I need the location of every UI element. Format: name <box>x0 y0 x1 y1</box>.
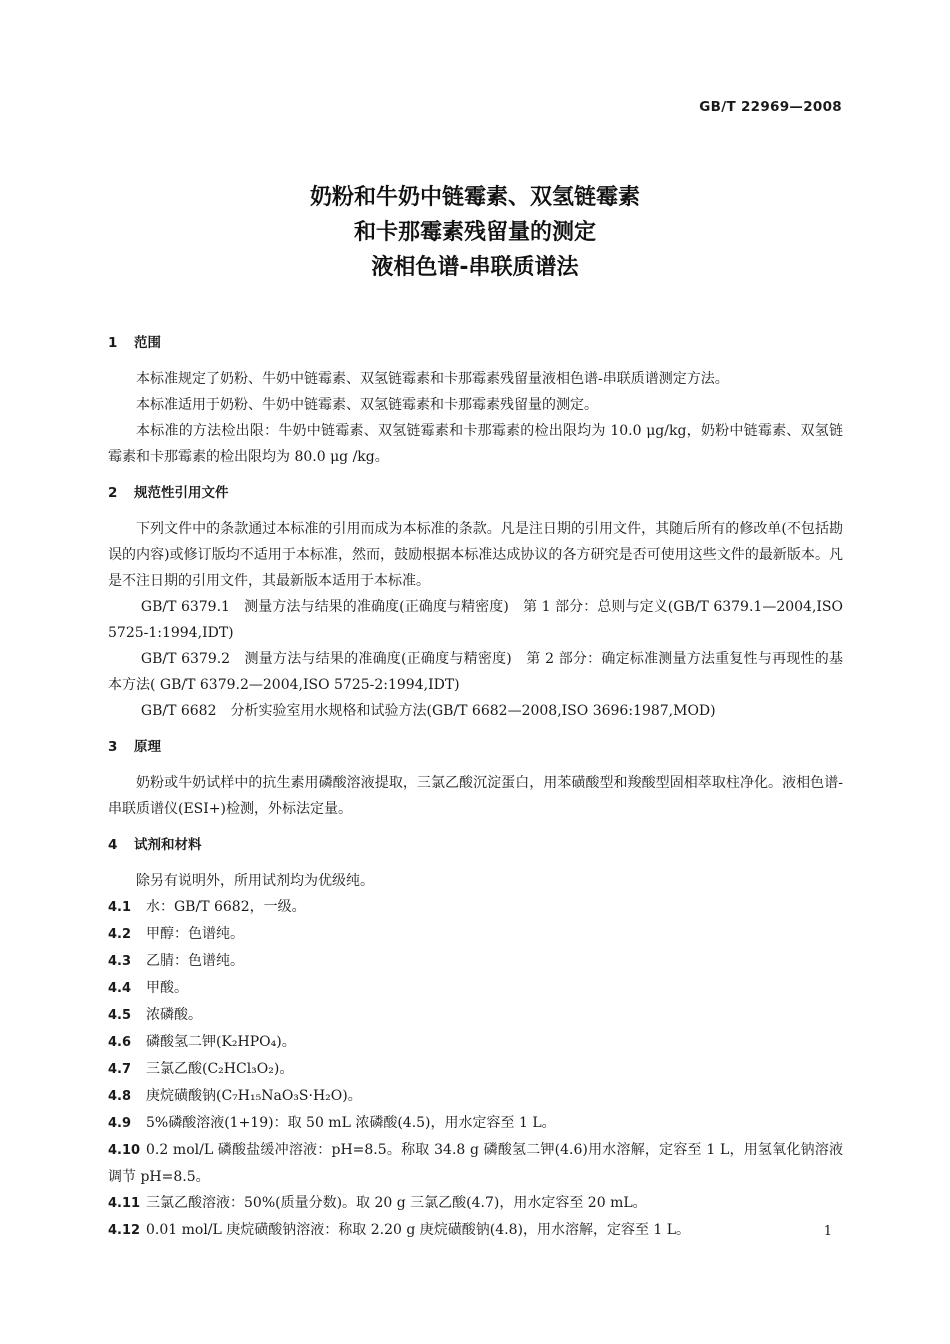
section-1-heading <box>108 330 843 356</box>
list-item: 4.9 5%磷酸溶液(1+19)：取 50 mL 浓磷酸(4.5)，用水定容至 1 L。 <box>108 1115 556 1131</box>
list-item: 4.11 三氯乙酸溶液：50%(质量分数)。取 20 g 三氯乙酸(4.7)，用水定容至 20 mL。 <box>108 1195 647 1211</box>
list-item: 4.7 三氯乙酸(C₂HCl₃O₂)。 <box>108 1061 294 1077</box>
reference-gbt-6379-2: GB/T 6379.2 测量方法与结果的准确度(正确度与精密度) 第 2 部分：确定标准测量方法重复性与再现性的基本方法( GB/T 6379.2—2004,ISO 5725-2:1994,IDT) <box>108 651 843 693</box>
title-line-1: 奶粉和牛奶中链霉素、双氢链霉素 <box>309 185 640 210</box>
scope-paragraph-1: 本标准规定了奶粉、牛奶中链霉素、双氢链霉素和卡那霉素残留量液相色谱-串联质谱测定方法。 <box>136 371 729 387</box>
standard-number: GB/T 22969—2008 <box>699 99 842 115</box>
page-number: 1 <box>823 1224 832 1239</box>
reagents-intro: 除另有说明外，所用试剂均为优级纯。 <box>136 873 374 889</box>
reference-gbt-6682: GB/T 6682 分析实验室用水规格和试验方法(GB/T 6682—2008,ISO 3696:1987,MOD) <box>140 703 716 719</box>
reference-gbt-6379-1: GB/T 6379.1 测量方法与结果的准确度(正确度与精密度) 第 1 部分：总则与定义(GB/T 6379.1—2004,ISO 5725-1:1994,IDT) <box>108 599 843 641</box>
section-number: 3 <box>108 739 118 755</box>
section-title: 试剂和材料 <box>134 837 202 853</box>
list-item: 4.8 庚烷磺酸钠(C₇H₁₅NaO₃S·H₂O)。 <box>108 1088 362 1104</box>
section-title: 范围 <box>134 335 161 351</box>
list-item: 4.4 甲酸。 <box>108 980 188 996</box>
list-item: 4.10 0.2 mol/L 磷酸盐缓冲溶液：pH=8.5。称取 34.8 g 磷酸氢二钾(4.6)用水溶解，定容至 1 L，用氢氧化钠溶液调节 pH=8.5。 <box>108 1142 843 1185</box>
document-title <box>0 180 950 285</box>
title-line-3: 液相色谱-串联质谱法 <box>371 255 579 280</box>
list-item: 4.1 水：GB/T 6682，一级。 <box>108 899 306 915</box>
document-body <box>108 330 843 1244</box>
list-item: 4.6 磷酸氢二钾(K₂HPO₄)。 <box>108 1034 296 1050</box>
section-title: 规范性引用文件 <box>134 485 229 501</box>
section-title: 原理 <box>134 739 161 755</box>
section-number: 1 <box>108 335 118 351</box>
scope-paragraph-3: 本标准的方法检出限：牛奶中链霉素、双氢链霉素和卡那霉素的检出限均为 10.0 μg/kg，奶粉中链霉素、双氢链霉素和卡那霉素的检出限均为 80.0 μg /kg。 <box>108 423 843 465</box>
principle-paragraph: 奶粉或牛奶试样中的抗生素用磷酸溶液提取，三氯乙酸沉淀蛋白，用苯磺酸型和羧酸型固相萃取柱净化。液相色谱-串联质谱仪(ESI+)检测，外标法定量。 <box>108 775 843 817</box>
section-4-heading <box>108 832 843 858</box>
list-item: 4.5 浓磷酸。 <box>108 1007 202 1023</box>
scope-paragraph-2: 本标准适用于奶粉、牛奶中链霉素、双氢链霉素和卡那霉素残留量的测定。 <box>136 397 598 413</box>
section-number: 2 <box>108 485 118 501</box>
section-number: 4 <box>108 837 118 853</box>
section-3-heading <box>108 734 843 760</box>
references-intro: 下列文件中的条款通过本标准的引用而成为本标准的条款。凡是注日期的引用文件，其随后所有的修改单(不包括勘误的内容)或修订版均不适用于本标准，然而，鼓励根据本标准达成协议的各方研究是否可使用这些文件的最新版本。凡是不注日期的引用文件，其最新版本适用于本标准。 <box>108 521 843 589</box>
list-item: 4.3 乙腈：色谱纯。 <box>108 953 244 969</box>
section-2-heading <box>108 480 843 506</box>
list-item: 4.12 0.01 mol/L 庚烷磺酸钠溶液：称取 2.20 g 庚烷磺酸钠(4.8)，用水溶解，定容至 1 L。 <box>108 1222 691 1238</box>
list-item: 4.2 甲醇：色谱纯。 <box>108 926 244 942</box>
title-line-2: 和卡那霉素残留量的测定 <box>353 220 596 245</box>
